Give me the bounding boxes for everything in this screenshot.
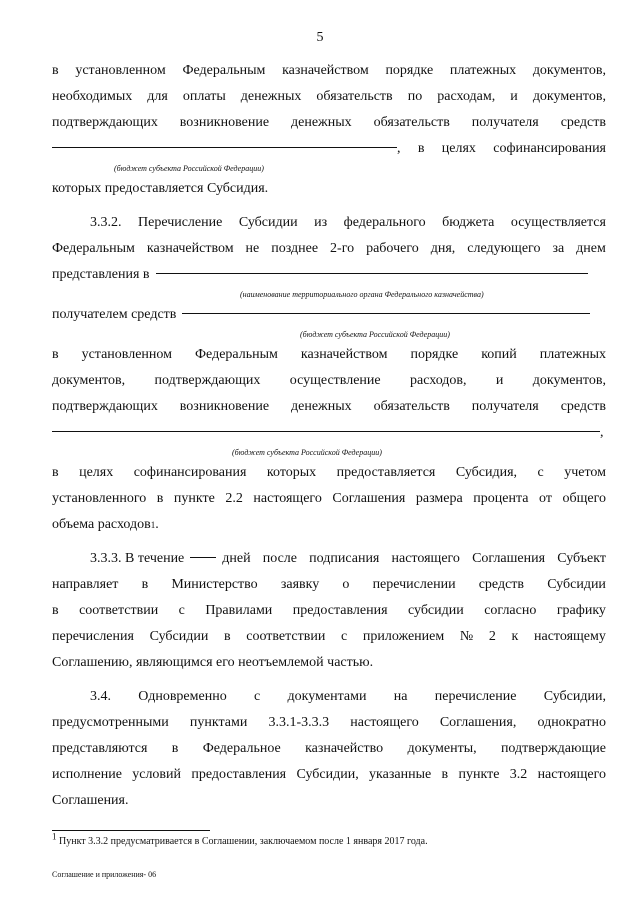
text-line xyxy=(52,762,606,788)
word: Федеральное xyxy=(202,741,281,756)
text-line-words xyxy=(52,762,606,788)
word: условий xyxy=(132,767,182,782)
fill-in-blank xyxy=(156,272,588,274)
text-line-with-blank xyxy=(52,302,606,328)
text-fragment: , xyxy=(600,425,604,440)
word: расходов, xyxy=(410,373,467,388)
word: исполнение xyxy=(52,767,122,782)
word: в xyxy=(223,629,231,644)
text-line xyxy=(52,394,606,420)
word: установленном xyxy=(75,63,166,78)
word: позднее xyxy=(271,241,319,256)
word: денежных xyxy=(291,115,352,130)
word: настоящего xyxy=(391,551,460,566)
word: пункте xyxy=(458,767,500,782)
word: обязательств xyxy=(373,399,450,414)
word: обязательств xyxy=(373,115,450,130)
text-line-words xyxy=(52,736,606,762)
text-line-words xyxy=(52,624,606,650)
text-line-words xyxy=(397,136,606,162)
field-caption: (бюджет субъекта Российской Федерации) xyxy=(232,448,382,457)
text-line-words xyxy=(52,84,606,110)
text-line-words xyxy=(52,394,606,420)
word: Соглашения, xyxy=(439,715,517,730)
text-line-with-blank xyxy=(52,546,606,572)
word: подтверждающие xyxy=(500,741,606,756)
word: Субсидии, xyxy=(543,689,606,704)
word: пунктами xyxy=(189,715,248,730)
word: Федеральным xyxy=(194,347,278,362)
word: размера xyxy=(415,491,463,506)
word: учетом xyxy=(564,465,606,480)
word: к xyxy=(511,629,519,644)
text-line xyxy=(52,572,606,598)
text-line xyxy=(52,486,606,512)
word: перечисления xyxy=(52,629,134,644)
text-line xyxy=(52,84,606,110)
field-caption: (наименование территориального органа Федерального казначейства) xyxy=(240,290,484,299)
text-line-words xyxy=(90,210,606,236)
text-line-words xyxy=(52,58,606,84)
word: документы, xyxy=(407,741,477,756)
word: которых xyxy=(266,465,317,480)
text-line xyxy=(52,710,606,736)
word: документами xyxy=(287,689,367,704)
word: Соглашения xyxy=(332,491,406,506)
text-line xyxy=(52,368,606,394)
word: Субсидии, xyxy=(296,767,359,782)
word: однократно xyxy=(537,715,606,730)
word: Субсидия, xyxy=(455,465,518,480)
word: софинансирования xyxy=(493,141,606,156)
text-line xyxy=(52,624,606,650)
word: софинансирования xyxy=(133,465,247,480)
word: возникновение xyxy=(179,115,270,130)
word: согласно xyxy=(484,603,537,618)
word: настоящего xyxy=(253,491,322,506)
word: соответствии xyxy=(246,629,326,644)
word: целях xyxy=(79,465,114,480)
word: и xyxy=(510,89,518,104)
word: 3.3.1-3.3.3 xyxy=(268,715,330,730)
word: оплаты xyxy=(182,89,226,104)
word: в xyxy=(52,465,59,480)
text-line xyxy=(52,598,606,624)
word: Соглашения xyxy=(472,551,546,566)
text-fragment: получателем средств xyxy=(52,307,177,322)
word: после xyxy=(262,551,298,566)
text-fragment: 3.3.3. В течение xyxy=(90,551,185,566)
word: Федеральным xyxy=(182,63,266,78)
text-line-with-blank xyxy=(52,262,606,288)
word: Субсидии xyxy=(149,629,209,644)
field-caption: (бюджет субъекта Российской Федерации) xyxy=(114,164,264,173)
word: дня, xyxy=(430,241,456,256)
word: средств xyxy=(560,115,606,130)
word: Одновременно xyxy=(138,689,227,704)
word: заявку xyxy=(280,577,320,592)
word: о xyxy=(342,577,350,592)
text-line-words xyxy=(52,598,606,624)
text-line-words xyxy=(52,710,606,736)
footnote xyxy=(52,831,428,847)
word: Перечисление xyxy=(138,215,223,230)
text-fragment: представления в xyxy=(52,267,150,282)
word: настоящему xyxy=(533,629,606,644)
text-line xyxy=(52,684,606,710)
word: из xyxy=(314,215,328,230)
text-line xyxy=(52,342,606,368)
text-line xyxy=(52,236,606,262)
word: порядке xyxy=(410,347,459,362)
word: в xyxy=(52,603,59,618)
word: за xyxy=(552,241,565,256)
text-line: Соглашению, являющимся его неотъемлемой частью. xyxy=(52,655,374,670)
word: пункте xyxy=(173,491,215,506)
footnote-mark: 1 xyxy=(52,831,57,842)
word: осуществление xyxy=(289,373,381,388)
text-line xyxy=(52,736,606,762)
word: в xyxy=(417,141,425,156)
word: возникновение xyxy=(179,399,270,414)
fill-in-blank xyxy=(52,430,600,432)
text-line-words xyxy=(222,546,606,572)
word: 2-го xyxy=(330,241,355,256)
word: предоставления xyxy=(292,603,388,618)
word: копий xyxy=(481,347,517,362)
word: платежных xyxy=(449,63,517,78)
word: предоставления xyxy=(191,767,287,782)
word: в xyxy=(52,347,59,362)
word: средств xyxy=(560,399,606,414)
word: осуществляется xyxy=(510,215,606,230)
word: процента xyxy=(473,491,529,506)
text-line-words xyxy=(52,342,606,368)
word: подтверждающих xyxy=(52,115,158,130)
word: казначейством xyxy=(300,347,388,362)
document-body xyxy=(52,58,606,814)
text-line-words xyxy=(52,368,606,394)
word: подписания xyxy=(309,551,380,566)
word: получателя xyxy=(471,399,539,414)
word: казначейством xyxy=(282,63,369,78)
word: в xyxy=(141,577,149,592)
text-line-words xyxy=(52,486,606,512)
word: документов, xyxy=(532,89,606,104)
word: Субсидии xyxy=(238,215,298,230)
word: обязательств xyxy=(316,89,393,104)
word: подтверждающих xyxy=(52,399,158,414)
fill-in-blank xyxy=(52,146,397,148)
word: установленного xyxy=(52,491,147,506)
word: 2 xyxy=(488,629,496,644)
word: графику xyxy=(556,603,606,618)
footnote-separator xyxy=(52,830,210,831)
word: предусмотренными xyxy=(52,715,169,730)
word: указанные xyxy=(369,767,432,782)
word: перечисление xyxy=(434,689,517,704)
word: № xyxy=(459,629,474,644)
word: федерального xyxy=(343,215,426,230)
word: с xyxy=(537,465,544,480)
word: необходимых xyxy=(52,89,133,104)
word: направляет xyxy=(52,577,119,592)
word: субсидии xyxy=(407,603,464,618)
fill-in-blank xyxy=(190,556,216,558)
text-line-words xyxy=(90,684,606,710)
word: документов, xyxy=(532,63,606,78)
word: в xyxy=(171,741,179,756)
word: 2.2 xyxy=(225,491,243,506)
word: 3.3.2. xyxy=(90,215,122,230)
text-line xyxy=(52,460,606,486)
word: 3.4. xyxy=(90,689,111,704)
word: денежных xyxy=(291,399,352,414)
word: подтверждающих xyxy=(154,373,261,388)
word: в xyxy=(156,491,164,506)
word: документов, xyxy=(532,373,606,388)
word: расходам, xyxy=(437,89,496,104)
word: и xyxy=(495,373,504,388)
word: казначейством xyxy=(146,241,234,256)
field-caption: (бюджет субъекта Российской Федерации) xyxy=(300,330,450,339)
text-line-words xyxy=(52,572,606,598)
word: Субсидии xyxy=(547,577,606,592)
word: настоящего xyxy=(537,767,606,782)
word: целях xyxy=(441,141,476,156)
word: не xyxy=(245,241,260,256)
text-fragment: . xyxy=(155,517,159,532)
text-line xyxy=(52,110,606,136)
word: дней xyxy=(222,551,251,566)
text-line xyxy=(52,58,606,84)
word: Федеральным xyxy=(52,241,135,256)
word: Правилами xyxy=(205,603,273,618)
word: от xyxy=(539,491,552,506)
word: с xyxy=(178,603,185,618)
word: Субъект xyxy=(557,551,606,566)
word: 3.2 xyxy=(509,767,528,782)
text-line-with-blank xyxy=(52,420,606,446)
word: казначейство xyxy=(305,741,384,756)
word: предоставляется xyxy=(336,465,436,480)
word: днем xyxy=(576,241,606,256)
word: бюджета xyxy=(442,215,495,230)
word: следующего xyxy=(467,241,541,256)
text-line-words xyxy=(52,236,606,262)
word: настоящего xyxy=(350,715,419,730)
text-line-with-blank xyxy=(52,136,606,162)
fill-in-blank xyxy=(182,312,590,314)
word: , xyxy=(397,141,401,156)
text-line-words xyxy=(52,110,606,136)
text-line xyxy=(52,210,606,236)
word: средств xyxy=(478,577,525,592)
word: общего xyxy=(562,491,606,506)
text-line: объема расходов 1 . xyxy=(52,512,606,538)
text-line: которых предоставляется Субсидия. xyxy=(52,181,269,196)
word: соответствии xyxy=(79,603,159,618)
word: документов, xyxy=(52,373,126,388)
word: получателя xyxy=(471,115,539,130)
text-fragment: объема расходов xyxy=(52,517,151,532)
word: для xyxy=(147,89,168,104)
word: порядке xyxy=(385,63,434,78)
word: установленном xyxy=(81,347,173,362)
text-line-words xyxy=(52,460,606,486)
word: на xyxy=(393,689,408,704)
text-line: Соглашения. xyxy=(52,793,129,808)
word: с xyxy=(254,689,261,704)
word: перечислении xyxy=(372,577,456,592)
word: рабочего xyxy=(366,241,419,256)
word: денежных xyxy=(240,89,302,104)
page-footer: Соглашение и приложения- 06 xyxy=(52,870,157,879)
word: по xyxy=(407,89,423,104)
word: в xyxy=(52,63,59,78)
word: с xyxy=(341,629,348,644)
page-number: 5 xyxy=(316,30,324,45)
word: приложением xyxy=(362,629,445,644)
footnote-text: Пункт 3.3.2 предусматривается в Соглашении, заключаемом после 1 января 2017 года. xyxy=(56,836,428,847)
word: представляются xyxy=(52,741,148,756)
word: в xyxy=(441,767,449,782)
word: платежных xyxy=(539,347,606,362)
word: Министерство xyxy=(171,577,258,592)
